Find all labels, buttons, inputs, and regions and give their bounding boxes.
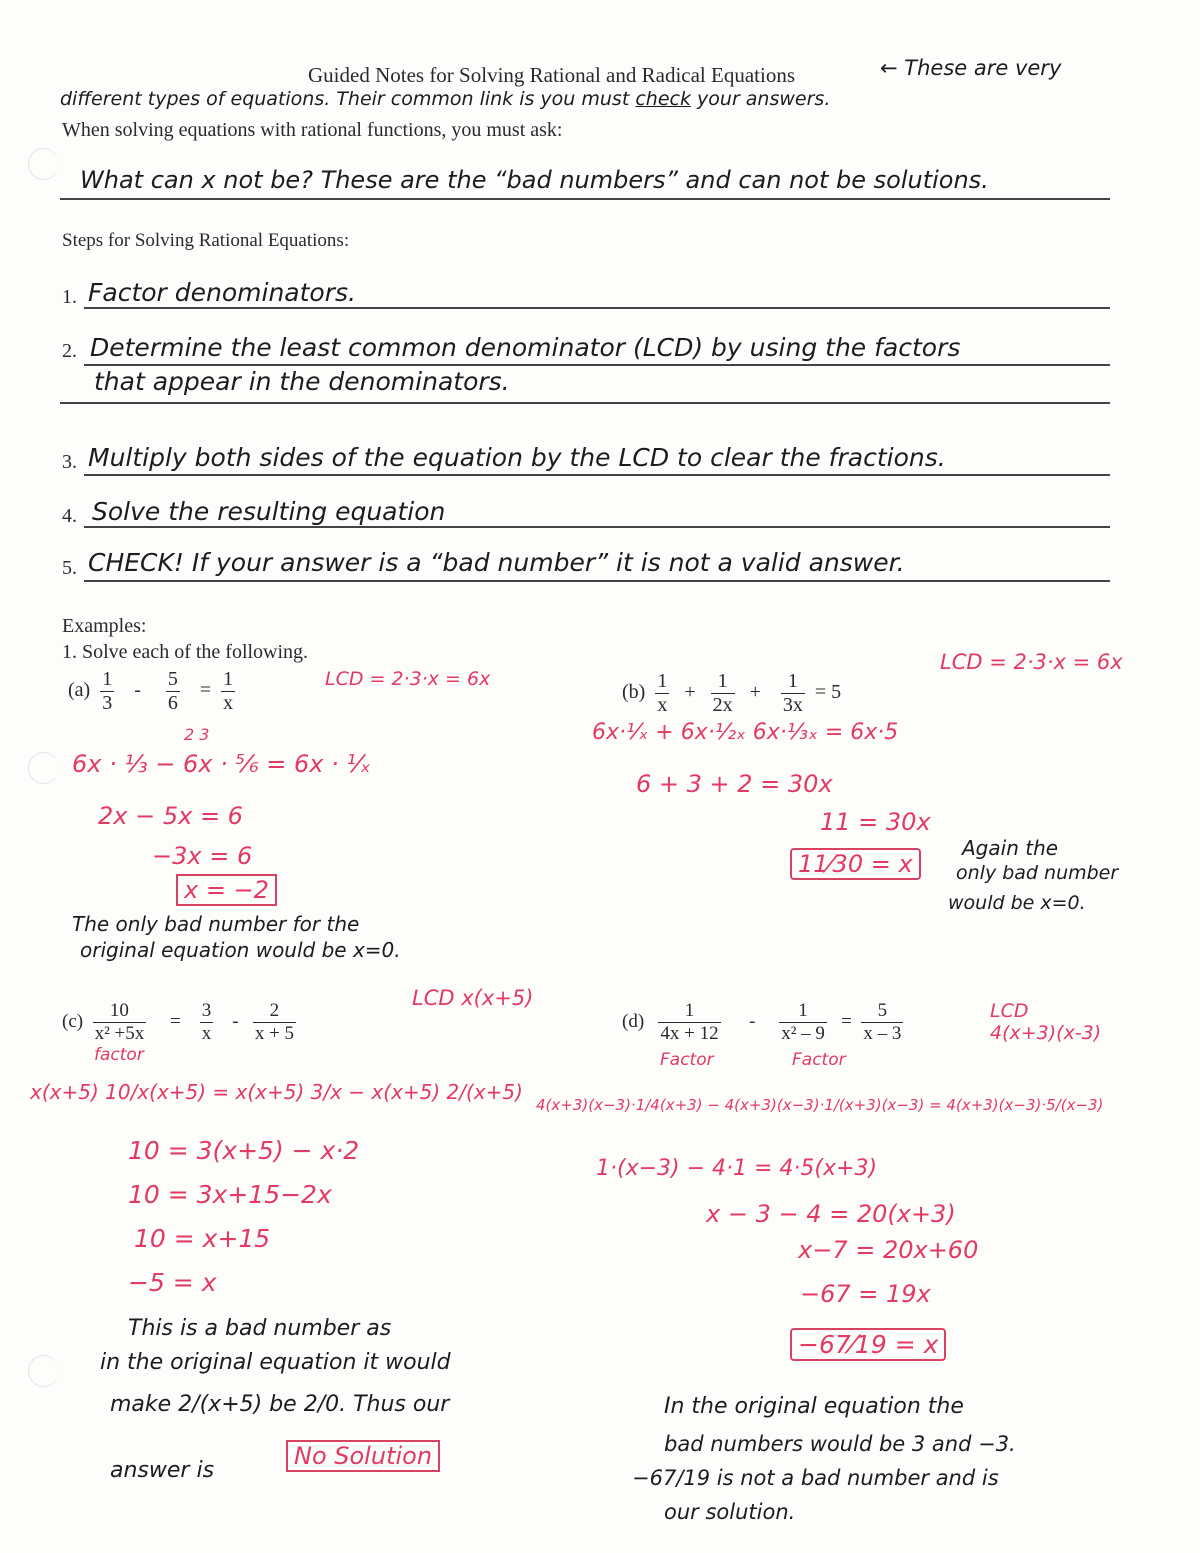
handwritten-note: answer is: [110, 1458, 215, 1483]
factor-note: factor: [94, 1045, 144, 1065]
lcd-note: LCD = 2·3·x = 6x: [940, 650, 1123, 674]
work-line: 6x · ⅓ − 6x · ⁵⁄₆ = 6x · ¹⁄ₓ: [72, 750, 371, 778]
lcd-note: LCD x(x+5): [412, 986, 534, 1010]
underline: [60, 198, 1110, 200]
work-line: 6 + 3 + 2 = 30x: [636, 770, 833, 798]
step-text: CHECK! If your answer is a “bad number” it is not a valid answer.: [88, 548, 905, 577]
work-line: 10 = x+15: [134, 1224, 271, 1253]
boxed-answer: 11⁄30 = x: [790, 848, 921, 880]
lcd-note: LCD: [990, 1000, 1029, 1022]
example-b-equation: (b) $\frac{1}{x}$ + $\frac{1}{2x}$ + $\frac{1}{3x}$ = 5: [622, 670, 842, 716]
handwritten-note: would be x=0.: [948, 892, 1086, 914]
work-line: −5 = x: [128, 1268, 217, 1297]
step-number: 1.: [62, 286, 77, 308]
steps-heading: Steps for Solving Rational Equations:: [62, 230, 350, 251]
underline: [60, 402, 1110, 404]
underline: [84, 474, 1110, 476]
answer-line-text: What can x not be? These are the “bad numbers” and can not be solutions.: [80, 166, 989, 194]
handwritten-note: different types of equations. Their common link is you must check your answers.: [60, 88, 831, 110]
boxed-answer: No Solution: [286, 1440, 440, 1472]
punch-hole: [28, 752, 59, 784]
underline: [84, 364, 1110, 366]
lcd-note: 4(x+3)(x-3): [990, 1022, 1102, 1044]
examples-heading: Examples:: [62, 615, 147, 637]
examples-subheading: 1. Solve each of the following.: [62, 641, 309, 663]
factor-note: 2 3: [184, 725, 210, 744]
work-line: x − 3 − 4 = 20(x+3): [706, 1200, 956, 1228]
prompt-text: When solving equations with rational functions, you must ask:: [62, 119, 563, 141]
handwritten-note: ← These are very: [880, 56, 1062, 80]
work-line: 10 = 3x+15−2x: [128, 1180, 332, 1209]
factor-note: Factor: [792, 1050, 846, 1070]
underline: [84, 526, 1110, 528]
underline: [84, 580, 1110, 582]
step-number: 3.: [62, 451, 77, 473]
lcd-note: LCD = 2·3·x = 6x: [325, 668, 491, 690]
handwritten-note: original equation would be x=0.: [80, 938, 401, 962]
work-line: x−7 = 20x+60: [798, 1236, 979, 1264]
punch-hole: [28, 148, 59, 180]
step-text: that appear in the denominators.: [94, 367, 510, 396]
punch-hole: [28, 1355, 59, 1387]
work-line: 10 = 3(x+5) − x·2: [128, 1136, 360, 1165]
work-line: 6x·¹⁄ₓ + 6x·¹⁄₂ₓ 6x·¹⁄₃ₓ = 6x·5: [592, 720, 899, 745]
step-number: 5.: [62, 557, 77, 579]
handwritten-note: Again the: [962, 836, 1059, 860]
underline: [84, 307, 1110, 309]
handwritten-note: −67/19 is not a bad number and is: [632, 1466, 999, 1490]
step-number: 2.: [62, 340, 77, 362]
example-d-equation: (d) $\frac{1}{4x + 12}$ - $\frac{1}{\text{x² – 9}}$ = $\frac{5}{x - 3}$: [622, 1000, 902, 1044]
handwritten-note: In the original equation the: [664, 1394, 964, 1419]
handwritten-note: in the original equation it would: [100, 1350, 451, 1375]
page-title: Guided Notes for Solving Rational and Radical Equations: [308, 63, 795, 87]
handwritten-note: The only bad number for the: [72, 912, 360, 936]
handwritten-note: only bad number: [956, 862, 1119, 884]
boxed-answer: −67⁄19 = x: [790, 1328, 946, 1361]
work-line: −67 = 19x: [800, 1280, 931, 1308]
example-a-equation: (a) $\frac{1}{3}$ - $\frac{5}{6}$ = $\frac{1}{x}$: [68, 668, 234, 714]
factor-note: Factor: [660, 1050, 714, 1070]
check-word: check: [635, 88, 691, 110]
step-text: Multiply both sides of the equation by the LCD to clear the fractions.: [88, 443, 946, 472]
work-line: 1·(x−3) − 4·1 = 4·5(x+3): [596, 1156, 878, 1181]
step-text: Solve the resulting equation: [92, 497, 446, 526]
work-line: 4(x+3)(x−3)·1/4(x+3) − 4(x+3)(x−3)·1/(x+3)(x−3) = 4(x+3)(x−3)·5/(x−3): [536, 1096, 1104, 1114]
step-number: 4.: [62, 505, 77, 527]
boxed-answer: x = −2: [176, 874, 277, 906]
work-line: −3x = 6: [152, 842, 253, 870]
handwritten-note: bad numbers would be 3 and −3.: [664, 1432, 1016, 1456]
example-c-equation: (c) $\frac{10}{\text{x² +5x}}$ = $\frac{3}{x}$ - $\frac{2}{x + 5}$: [62, 1000, 295, 1044]
work-line: 2x − 5x = 6: [98, 802, 243, 830]
work-line: 11 = 30x: [820, 808, 931, 836]
handwritten-note: This is a bad number as: [128, 1316, 392, 1341]
work-line: x(x+5) 10/x(x+5) = x(x+5) 3/x − x(x+5) 2/(x+5): [30, 1080, 523, 1104]
step-text: Determine the least common denominator (LCD) by using the factors: [90, 333, 961, 362]
handwritten-note: make 2/(x+5) be 2/0. Thus our: [110, 1392, 450, 1417]
handwritten-note: our solution.: [664, 1500, 796, 1524]
step-text: Factor denominators.: [88, 278, 356, 307]
